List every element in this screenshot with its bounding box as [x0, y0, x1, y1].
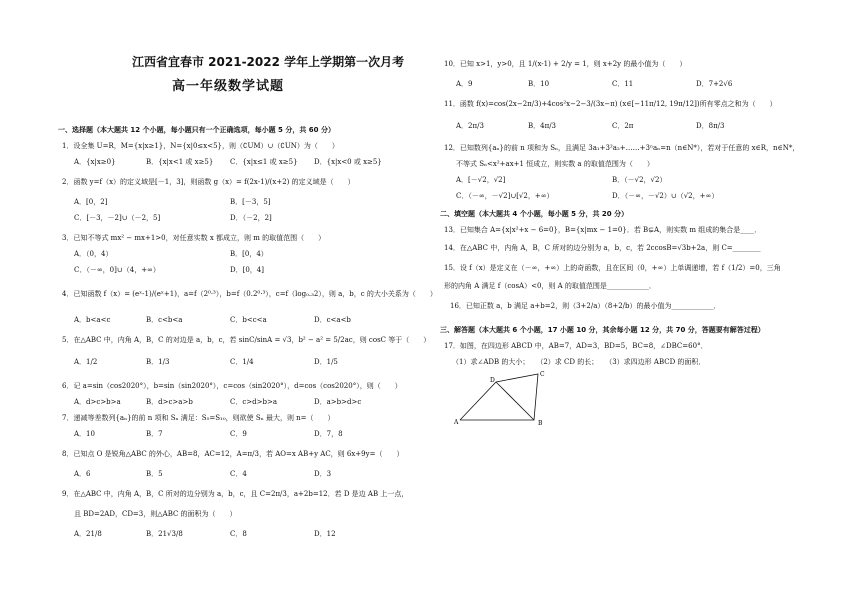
- q12-option-c: C．（－∞，－√2]∪[√2，+∞）: [456, 192, 554, 200]
- q3-option-d: D．[0，4]: [230, 266, 264, 274]
- q9-option-c: C．8: [230, 530, 247, 538]
- q4-option-c: C．b<c<a: [230, 316, 267, 324]
- quadrilateral-figure: [452, 368, 562, 428]
- q10-option-a: A．9: [456, 80, 473, 88]
- exam-title: 江西省宜春市 2021-2022 学年上学期第一次月考: [132, 55, 405, 69]
- q2-option-a: A．[0，2]: [74, 198, 108, 206]
- q3-option-c: C．（－∞，0]∪（4，+∞）: [74, 266, 160, 274]
- question-9-line1: 9．在△ABC 中，内角 A，B，C 所对的边分别为 a，b，c，且 C=2π/3，a+2b=12．若 D 是边 AB 上一点，: [62, 490, 409, 498]
- section-3-heading: 三、解答题（本大题共 6 个小题，17 小题 10 分，其余每小题 12 分，共 70 分，答题要有解答过程）: [440, 326, 765, 334]
- question-12-line2: 不等式 Sₙ<x²+ax+1 恒成立，则实数 a 的取值范围为（ ）: [456, 160, 654, 168]
- q12-option-b: B．（－√2，√2）: [612, 176, 667, 184]
- q1-option-c: C．{x|x≤1 或 x≥5}: [230, 158, 298, 166]
- q10-option-d: D．7+2√6: [696, 80, 733, 88]
- figure-label-c: C: [540, 371, 545, 378]
- q10-option-c: C．11: [612, 80, 634, 88]
- question-2: 2．函数 y=f（x）的定义域是[－1，3]，则函数 g（x）= f(2x-1)/(x+2) 的定义域是（ ）: [62, 178, 355, 186]
- q9-option-d: D．12: [314, 530, 336, 538]
- q1-option-b: B．{x|x<1 或 x≥5}: [146, 158, 214, 166]
- q7-option-b: B．7: [146, 430, 163, 438]
- q5-option-d: D．1/5: [314, 358, 338, 366]
- question-3: 3．已知不等式 mx² − mx+1>0，对任意实数 x 都成立，则 m 的取值范围（ ）: [62, 234, 326, 242]
- question-1: 1．设全集 U=R，M={x|x≥1}，N={x|0≤x<5}，则（∁UM）∪（∁UN）为（ ）: [62, 142, 339, 150]
- q3-option-a: A．（0，4）: [74, 250, 113, 258]
- question-8: 8．已知点 O 是锐角△ABC 的外心，AB=8，AC=12，A=π/3，若 AO=x AB+y AC，则 6x+9y=（ ）: [62, 450, 404, 458]
- q12-option-d: D．（－∞，－√2）∪（√2，+∞）: [612, 192, 719, 200]
- section-1-heading: 一、选择题（本大题共 12 个小题，每小题只有一个正确选项，每小题 5 分，共 60 分）: [58, 126, 335, 134]
- exam-subtitle: 高一年级数学试题: [172, 79, 285, 94]
- q5-option-b: B．1/3: [146, 358, 170, 366]
- question-14: 14．在△ABC 中，内角 A，B，C 所对的边分别为 a，b，c，若 2ccosB=√3b+2a，则 C=________: [444, 244, 761, 252]
- q10-option-b: B．10: [528, 80, 550, 88]
- q11-option-b: B．4π/3: [528, 122, 557, 130]
- figure-label-a: A: [454, 419, 459, 426]
- question-15-line1: 15．设 f（x）是定义在（－∞，+∞）上的奇函数，且在区间（0，+∞）上单调递增，若 f（1/2）=0，三角: [444, 264, 781, 272]
- q9-option-a: A．21/8: [74, 530, 102, 538]
- q8-option-c: C．4: [230, 470, 247, 478]
- figure-label-d: D: [490, 377, 495, 384]
- question-4: 4．已知函数 f（x）= (eˣ-1)/(eˣ+1)，a=f（2⁰·³），b=f（0.2⁰·³），c=f（log₀.₃2），则 a，b，c 的大小关系为（ ）: [62, 290, 437, 298]
- q2-option-b: B．[－3，5]: [230, 198, 271, 206]
- q6-option-b: B．d>c>a>b: [146, 398, 193, 406]
- q7-option-c: C．9: [230, 430, 247, 438]
- q11-option-d: D．8π/3: [696, 122, 725, 130]
- q1-option-d: D．{x|x<0 或 x≥5}: [314, 158, 382, 166]
- q4-option-b: B．c<b<a: [146, 316, 183, 324]
- q6-option-c: C．c>d>b>a: [230, 398, 278, 406]
- figure-outline: [460, 374, 538, 420]
- question-6: 6．记 a=sin（cos2020°），b=sin（sin2020°），c=cos（sin2020°），d=cos（cos2020°），则（ ）: [62, 382, 402, 390]
- q8-option-d: D．3: [314, 470, 332, 478]
- question-5: 5．在△ABC 中，内角 A，B，C 的对边是 a，b，c，若 sinC/sinA = √3，b² − a² = 5/2ac，则 cosC 等于（ ）: [62, 336, 431, 344]
- q8-option-a: A．6: [74, 470, 91, 478]
- q9-option-b: B．21√3/8: [146, 530, 183, 538]
- q3-option-b: B．[0，4）: [230, 250, 268, 258]
- figure-label-b: B: [538, 420, 543, 427]
- question-13: 13．已知集合 A={x|x²+x − 6=0}，B={x|mx − 1=0}．若 B⊊A，则实数 m 组成的集合是____．: [444, 226, 762, 234]
- q11-option-a: A．2π/3: [456, 122, 484, 130]
- question-16: 16．已知正数 a，b 满足 a+b=2，则（3+2/a）（8+2/b）的最小值为____________．: [450, 302, 721, 310]
- q4-option-a: A．b<a<c: [74, 316, 111, 324]
- q2-option-d: D．（－2，2]: [230, 214, 272, 222]
- q5-option-c: C．1/4: [230, 358, 254, 366]
- q7-option-a: A．10: [74, 430, 95, 438]
- question-11: 11．函数 f(x)=cos(2x−2π/3)+4cos²x−2−3/(3x−π) (x∈[−11π/12, 19π/12])所有零点之和为（ ）: [444, 100, 777, 108]
- q11-option-c: C．2π: [612, 122, 634, 130]
- q4-option-d: D．c<a<b: [314, 316, 351, 324]
- q6-option-a: A．d>c>b>a: [74, 398, 121, 406]
- figure-diagonal-bd: [496, 382, 534, 420]
- question-7: 7．递减等差数列{aₙ}的前 n 项和 Sₙ 满足：S₅=S₁₀，则欲使 Sₙ 最大，则 n=（ ）: [62, 414, 335, 422]
- question-10: 10．已知 x>1，y>0，且 1/(x-1) + 2/y = 1，则 x+2y 的最小值为（ ）: [444, 60, 687, 68]
- question-9-line2: 且 BD=2AD，CD=3，则△ABC 的面积为（ ）: [74, 510, 237, 518]
- section-2-heading: 二、填空题（本大题共 4 个小题，每小题 5 分，共 20 分）: [440, 210, 629, 218]
- question-15-line2: 形的内角 A 满足 f（cosA）<0，则 A 的取值范围是____________．: [444, 282, 656, 290]
- q1-option-a: A．{x|x≥0}: [74, 158, 116, 166]
- q7-option-d: D．7，8: [314, 430, 343, 438]
- q5-option-a: A．1/2: [74, 358, 98, 366]
- question-17-subparts: （1）求∠ADB 的大小； （2）求 CD 的长； （3）求四边形 ABCD 的面积．: [452, 358, 706, 366]
- q6-option-d: D．a>b>d>c: [314, 398, 362, 406]
- question-12-line1: 12．已知数列{aₙ}的前 n 项和为 Sₙ，且满足 3a₁+3²a₂+……+3ⁿaₙ=n（n∈N*），若对于任意的 x∈R，n∈N*，: [444, 144, 800, 152]
- q2-option-c: C．[－3，－2]∪（－2，5]: [74, 214, 161, 222]
- question-17: 17．如图，在四边形 ABCD 中，AB=7，AD=3，BD=5，BC=8，∠DBC=60°．: [444, 342, 708, 350]
- q12-option-a: A．[－√2，√2]: [456, 176, 506, 184]
- q8-option-b: B．5: [146, 470, 163, 478]
